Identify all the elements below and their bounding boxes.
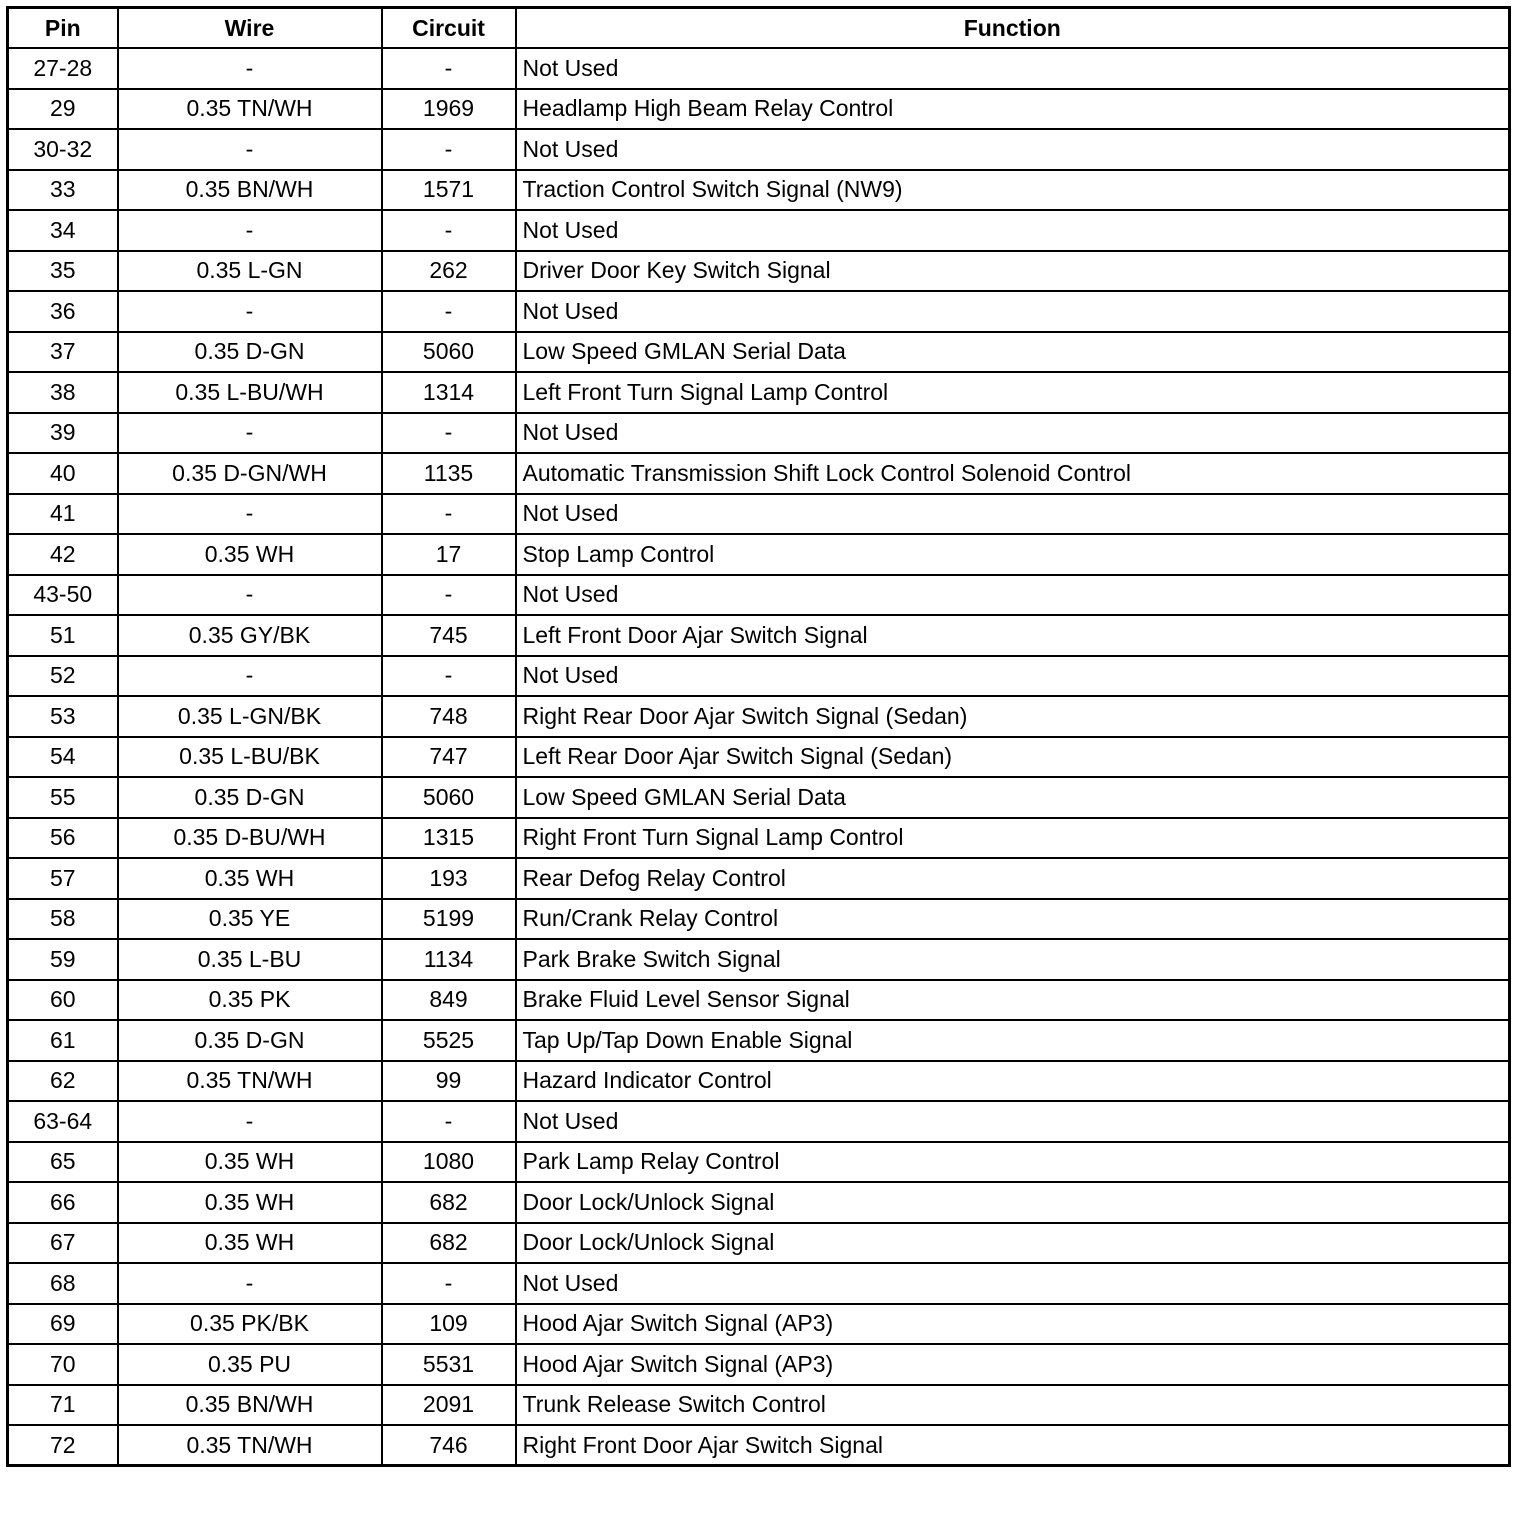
pin-cell: 63-64 bbox=[8, 1101, 118, 1142]
pin-cell: 65 bbox=[8, 1142, 118, 1183]
function-cell: Rear Defog Relay Control bbox=[516, 858, 1510, 899]
pin-cell: 37 bbox=[8, 332, 118, 373]
function-cell: Run/Crank Relay Control bbox=[516, 899, 1510, 940]
pin-cell: 27-28 bbox=[8, 48, 118, 89]
wire-cell: 0.35 WH bbox=[118, 858, 382, 899]
circuit-cell: 5199 bbox=[382, 899, 516, 940]
function-cell: Hood Ajar Switch Signal (AP3) bbox=[516, 1344, 1510, 1385]
circuit-cell: - bbox=[382, 210, 516, 251]
wire-cell: - bbox=[118, 575, 382, 616]
pin-cell: 60 bbox=[8, 980, 118, 1021]
pin-cell: 53 bbox=[8, 696, 118, 737]
pin-cell: 35 bbox=[8, 251, 118, 292]
table-row bbox=[8, 737, 1510, 778]
table-row bbox=[8, 1223, 1510, 1264]
function-cell: Hood Ajar Switch Signal (AP3) bbox=[516, 1304, 1510, 1345]
pin-cell: 57 bbox=[8, 858, 118, 899]
function-cell: Headlamp High Beam Relay Control bbox=[516, 89, 1510, 130]
function-cell: Right Front Turn Signal Lamp Control bbox=[516, 818, 1510, 859]
circuit-cell: - bbox=[382, 291, 516, 332]
wire-cell: - bbox=[118, 48, 382, 89]
function-cell: Automatic Transmission Shift Lock Control Solenoid Control bbox=[516, 453, 1510, 494]
wire-cell: - bbox=[118, 210, 382, 251]
circuit-cell: - bbox=[382, 494, 516, 535]
function-cell: Not Used bbox=[516, 575, 1510, 616]
circuit-cell: 109 bbox=[382, 1304, 516, 1345]
header-pin: Pin bbox=[8, 8, 118, 49]
wire-cell: 0.35 WH bbox=[118, 1142, 382, 1183]
pin-cell: 33 bbox=[8, 170, 118, 211]
function-cell: Left Rear Door Ajar Switch Signal (Sedan) bbox=[516, 737, 1510, 778]
wire-cell: 0.35 L-BU/WH bbox=[118, 372, 382, 413]
pin-cell: 69 bbox=[8, 1304, 118, 1345]
wire-cell: 0.35 L-GN bbox=[118, 251, 382, 292]
table-row bbox=[8, 615, 1510, 656]
wire-cell: 0.35 D-GN bbox=[118, 777, 382, 818]
pin-cell: 38 bbox=[8, 372, 118, 413]
header-wire: Wire bbox=[118, 8, 382, 49]
table-row bbox=[8, 818, 1510, 859]
table-body bbox=[8, 48, 1510, 1466]
function-cell: Not Used bbox=[516, 413, 1510, 454]
circuit-cell: 1080 bbox=[382, 1142, 516, 1183]
pin-cell: 59 bbox=[8, 939, 118, 980]
wire-cell: 0.35 TN/WH bbox=[118, 89, 382, 130]
table-row bbox=[8, 656, 1510, 697]
pin-cell: 62 bbox=[8, 1061, 118, 1102]
circuit-cell: 746 bbox=[382, 1425, 516, 1466]
circuit-cell: 17 bbox=[382, 534, 516, 575]
function-cell: Not Used bbox=[516, 1263, 1510, 1304]
function-cell: Door Lock/Unlock Signal bbox=[516, 1182, 1510, 1223]
function-cell: Park Brake Switch Signal bbox=[516, 939, 1510, 980]
function-cell: Trunk Release Switch Control bbox=[516, 1385, 1510, 1426]
wire-cell: - bbox=[118, 656, 382, 697]
table-row bbox=[8, 453, 1510, 494]
pin-cell: 68 bbox=[8, 1263, 118, 1304]
table-row bbox=[8, 129, 1510, 170]
wire-cell: 0.35 D-GN bbox=[118, 332, 382, 373]
pin-cell: 36 bbox=[8, 291, 118, 332]
pin-cell: 72 bbox=[8, 1425, 118, 1466]
function-cell: Not Used bbox=[516, 129, 1510, 170]
table-row bbox=[8, 170, 1510, 211]
circuit-cell: 2091 bbox=[382, 1385, 516, 1426]
wire-cell: 0.35 WH bbox=[118, 1223, 382, 1264]
table-row bbox=[8, 575, 1510, 616]
wire-cell: 0.35 PK/BK bbox=[118, 1304, 382, 1345]
circuit-cell: 99 bbox=[382, 1061, 516, 1102]
wire-cell: 0.35 PU bbox=[118, 1344, 382, 1385]
circuit-cell: 5060 bbox=[382, 777, 516, 818]
table-row bbox=[8, 1385, 1510, 1426]
table-row bbox=[8, 939, 1510, 980]
wire-cell: 0.35 GY/BK bbox=[118, 615, 382, 656]
circuit-cell: 193 bbox=[382, 858, 516, 899]
wire-cell: - bbox=[118, 1101, 382, 1142]
function-cell: Brake Fluid Level Sensor Signal bbox=[516, 980, 1510, 1021]
header-row bbox=[8, 8, 1510, 49]
function-cell: Left Front Door Ajar Switch Signal bbox=[516, 615, 1510, 656]
pin-cell: 29 bbox=[8, 89, 118, 130]
pin-cell: 71 bbox=[8, 1385, 118, 1426]
table-row bbox=[8, 980, 1510, 1021]
pin-cell: 67 bbox=[8, 1223, 118, 1264]
function-cell: Tap Up/Tap Down Enable Signal bbox=[516, 1020, 1510, 1061]
wire-cell: - bbox=[118, 129, 382, 170]
pin-cell: 40 bbox=[8, 453, 118, 494]
pin-cell: 61 bbox=[8, 1020, 118, 1061]
function-cell: Traction Control Switch Signal (NW9) bbox=[516, 170, 1510, 211]
table-row bbox=[8, 1142, 1510, 1183]
pin-cell: 39 bbox=[8, 413, 118, 454]
circuit-cell: 1315 bbox=[382, 818, 516, 859]
function-cell: Park Lamp Relay Control bbox=[516, 1142, 1510, 1183]
circuit-cell: - bbox=[382, 656, 516, 697]
function-cell: Left Front Turn Signal Lamp Control bbox=[516, 372, 1510, 413]
function-cell: Hazard Indicator Control bbox=[516, 1061, 1510, 1102]
circuit-cell: 5525 bbox=[382, 1020, 516, 1061]
table-row bbox=[8, 696, 1510, 737]
function-cell: Not Used bbox=[516, 48, 1510, 89]
function-cell: Right Front Door Ajar Switch Signal bbox=[516, 1425, 1510, 1466]
table-row bbox=[8, 777, 1510, 818]
wire-cell: 0.35 TN/WH bbox=[118, 1425, 382, 1466]
wire-cell: 0.35 BN/WH bbox=[118, 170, 382, 211]
circuit-cell: 1969 bbox=[382, 89, 516, 130]
table-row bbox=[8, 251, 1510, 292]
wire-cell: - bbox=[118, 413, 382, 454]
wire-cell: 0.35 L-BU bbox=[118, 939, 382, 980]
wire-cell: 0.35 BN/WH bbox=[118, 1385, 382, 1426]
wire-cell: 0.35 WH bbox=[118, 534, 382, 575]
table-row bbox=[8, 89, 1510, 130]
header-function: Function bbox=[516, 8, 1510, 49]
wire-cell: 0.35 L-BU/BK bbox=[118, 737, 382, 778]
table-row bbox=[8, 1182, 1510, 1223]
circuit-cell: 748 bbox=[382, 696, 516, 737]
function-cell: Stop Lamp Control bbox=[516, 534, 1510, 575]
function-cell: Not Used bbox=[516, 494, 1510, 535]
pin-cell: 42 bbox=[8, 534, 118, 575]
connector-pinout-table bbox=[6, 6, 1511, 1467]
table-row bbox=[8, 1425, 1510, 1466]
wire-cell: - bbox=[118, 494, 382, 535]
pin-cell: 56 bbox=[8, 818, 118, 859]
pin-cell: 70 bbox=[8, 1344, 118, 1385]
header-circuit: Circuit bbox=[382, 8, 516, 49]
pin-cell: 58 bbox=[8, 899, 118, 940]
table-row bbox=[8, 1263, 1510, 1304]
circuit-cell: - bbox=[382, 413, 516, 454]
table-row bbox=[8, 210, 1510, 251]
function-cell: Not Used bbox=[516, 291, 1510, 332]
wire-cell: 0.35 YE bbox=[118, 899, 382, 940]
wire-cell: 0.35 WH bbox=[118, 1182, 382, 1223]
pin-cell: 55 bbox=[8, 777, 118, 818]
pin-cell: 43-50 bbox=[8, 575, 118, 616]
function-cell: Not Used bbox=[516, 210, 1510, 251]
table-row bbox=[8, 1061, 1510, 1102]
circuit-cell: 745 bbox=[382, 615, 516, 656]
circuit-cell: 262 bbox=[382, 251, 516, 292]
table-row bbox=[8, 48, 1510, 89]
pin-cell: 66 bbox=[8, 1182, 118, 1223]
function-cell: Driver Door Key Switch Signal bbox=[516, 251, 1510, 292]
circuit-cell: 1135 bbox=[382, 453, 516, 494]
circuit-cell: 1571 bbox=[382, 170, 516, 211]
function-cell: Not Used bbox=[516, 656, 1510, 697]
wire-cell: - bbox=[118, 291, 382, 332]
circuit-cell: - bbox=[382, 1263, 516, 1304]
circuit-cell: 5060 bbox=[382, 332, 516, 373]
wire-cell: 0.35 D-BU/WH bbox=[118, 818, 382, 859]
table-row bbox=[8, 1101, 1510, 1142]
pin-cell: 30-32 bbox=[8, 129, 118, 170]
table-row bbox=[8, 494, 1510, 535]
circuit-cell: - bbox=[382, 1101, 516, 1142]
table-row bbox=[8, 899, 1510, 940]
circuit-cell: - bbox=[382, 129, 516, 170]
wire-cell: - bbox=[118, 1263, 382, 1304]
circuit-cell: 1314 bbox=[382, 372, 516, 413]
pin-cell: 54 bbox=[8, 737, 118, 778]
circuit-cell: - bbox=[382, 48, 516, 89]
circuit-cell: 849 bbox=[382, 980, 516, 1021]
function-cell: Low Speed GMLAN Serial Data bbox=[516, 777, 1510, 818]
circuit-cell: 5531 bbox=[382, 1344, 516, 1385]
pin-cell: 52 bbox=[8, 656, 118, 697]
function-cell: Not Used bbox=[516, 1101, 1510, 1142]
wire-cell: 0.35 L-GN/BK bbox=[118, 696, 382, 737]
table-row bbox=[8, 1020, 1510, 1061]
pin-cell: 41 bbox=[8, 494, 118, 535]
table-row bbox=[8, 372, 1510, 413]
pin-cell: 51 bbox=[8, 615, 118, 656]
table-row bbox=[8, 291, 1510, 332]
table-row bbox=[8, 1344, 1510, 1385]
function-cell: Right Rear Door Ajar Switch Signal (Sedan) bbox=[516, 696, 1510, 737]
table-row bbox=[8, 858, 1510, 899]
circuit-cell: 682 bbox=[382, 1182, 516, 1223]
wire-cell: 0.35 PK bbox=[118, 980, 382, 1021]
pin-cell: 34 bbox=[8, 210, 118, 251]
function-cell: Low Speed GMLAN Serial Data bbox=[516, 332, 1510, 373]
table-row bbox=[8, 1304, 1510, 1345]
wire-cell: 0.35 TN/WH bbox=[118, 1061, 382, 1102]
circuit-cell: - bbox=[382, 575, 516, 616]
function-cell: Door Lock/Unlock Signal bbox=[516, 1223, 1510, 1264]
table-row bbox=[8, 413, 1510, 454]
circuit-cell: 1134 bbox=[382, 939, 516, 980]
wire-cell: 0.35 D-GN bbox=[118, 1020, 382, 1061]
circuit-cell: 747 bbox=[382, 737, 516, 778]
table-row bbox=[8, 332, 1510, 373]
table-row bbox=[8, 534, 1510, 575]
wire-cell: 0.35 D-GN/WH bbox=[118, 453, 382, 494]
circuit-cell: 682 bbox=[382, 1223, 516, 1264]
